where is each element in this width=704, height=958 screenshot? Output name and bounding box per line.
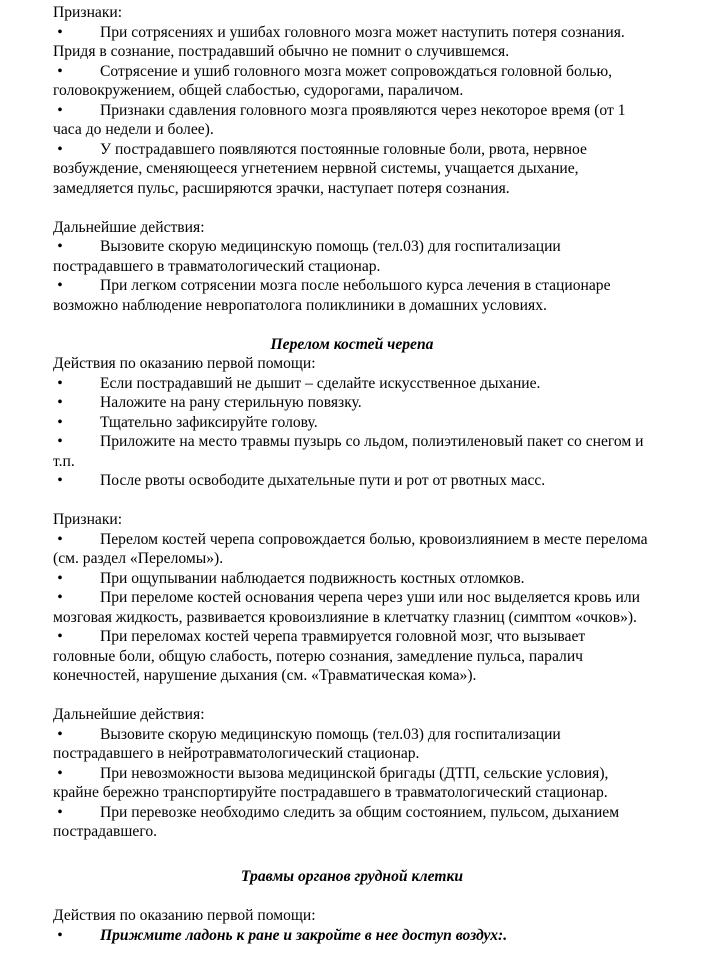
bullet-icon: • [57, 140, 63, 158]
blank-line [53, 686, 704, 706]
list-item-text: Приложите на место травмы пузырь со льдом, полиэтиленовый пакет со снегом и [100, 433, 644, 450]
bullet-icon: • [57, 589, 63, 606]
bullet-icon: • [57, 803, 63, 821]
list-item [53, 393, 704, 413]
list-item-text: возможно наблюдение невропатолога поликлиники в домашних условиях. [53, 296, 547, 314]
list-item [53, 588, 704, 627]
bullet-icon: • [57, 472, 63, 489]
bullet-icon: • [57, 394, 63, 411]
section-heading: Травмы органов грудной клетки [240, 868, 464, 885]
list-item-text: При переломе костей основания черепа через уши или нос выделяется кровь или [100, 589, 640, 606]
list-item-text: При невозможности вызова медицинской бригады (ДТП, сельские условия), [100, 764, 609, 782]
list-item-text: Сотрясение и ушиб головного мозга может сопровождаться головной болью, [100, 62, 612, 80]
list-item-text: Вызовите скорую медицинскую помощь (тел.03) для госпитализации [100, 725, 561, 743]
list-item-text: Если пострадавший не дышит – сделайте искусственное дыхание. [100, 374, 541, 392]
list-item-text: После рвоты освободите дыхательные пути и рот от рвотных масс. [100, 472, 546, 489]
list-item-text: пострадавшего в нейротравматологический стационар. [53, 745, 420, 762]
bullet-icon: • [57, 62, 63, 80]
bullet-icon: • [57, 101, 63, 119]
bullet-icon: • [57, 926, 63, 944]
section-label: Признаки: [53, 4, 123, 21]
list-item-text: При перевозке необходимо следить за общим состоянием, пульсом, дыханием [100, 803, 620, 821]
bullet-icon: • [57, 277, 63, 294]
section-label: Дальнейшие действия: [53, 218, 205, 236]
list-item [53, 926, 704, 946]
list-item-text: При легком сотрясении мозга после небольшого курса лечения в стационаре [100, 277, 611, 294]
list-item-text: Прижмите ладонь к ране и закройте в нее доступ воздух:. [100, 926, 508, 944]
list-item [53, 62, 704, 101]
list-item-text: При ощупывании наблюдается подвижность костных отломков. [100, 569, 525, 587]
section-heading: Перелом костей черепа [270, 335, 434, 353]
list-item-text: головокружением, общей слабостью, судорогами, параличом. [53, 82, 464, 99]
list-item [53, 374, 704, 394]
bullet-icon: • [57, 238, 63, 255]
list-item [53, 23, 704, 62]
list-item-text: Признаки сдавления головного мозга проявляются через некоторое время (от 1 [100, 101, 626, 119]
bullet-icon: • [57, 413, 63, 431]
bullet-icon: • [57, 569, 63, 587]
list-item [53, 140, 704, 199]
list-item-text: головные боли, общую слабость, потерю сознания, замедление пульса, паралич [53, 647, 584, 665]
section-label: Дальнейшие действия: [53, 706, 205, 723]
list-item-text: Тщательно зафиксируйте голову. [100, 413, 318, 431]
list-item [53, 101, 704, 140]
bullet-icon: • [57, 530, 63, 548]
blank-line [53, 491, 704, 511]
blank-line [53, 887, 704, 907]
list-item [53, 276, 704, 315]
blank-line [53, 315, 704, 335]
bullet-icon: • [57, 764, 63, 782]
list-item [53, 725, 704, 764]
list-item-text: пострадавшего в травматологический стационар. [53, 257, 381, 275]
section-label: Действия по оказанию первой помощи: [53, 355, 316, 372]
blank-line [53, 198, 704, 218]
list-item [53, 237, 704, 276]
list-item-text: конечностей, нарушение дыхания (см. «Травматическая кома»). [53, 667, 477, 684]
list-item-text: крайне бережно транспортируйте пострадавшего в травматологический стационар. [53, 784, 608, 801]
list-item [53, 530, 704, 569]
list-item-text: Наложите на рану стерильную повязку. [100, 394, 362, 411]
list-item-text: мозговая жидкость, развивается кровоизлияние в клетчатку глазниц (симптом «очков»). [53, 608, 637, 626]
list-item-text: Придя в сознание, пострадавший обычно не помнит о случившемся. [53, 43, 510, 60]
list-item [53, 413, 704, 433]
bullet-icon: • [57, 628, 63, 645]
blank-line [53, 842, 704, 862]
list-item-text: часа до недели и более). [53, 121, 214, 138]
list-item-text: (см. раздел «Переломы»). [53, 550, 224, 567]
list-item-text: Перелом костей черепа сопровождается болью, кровоизлиянием в месте перелома [100, 530, 648, 548]
list-item-text: т.п. [53, 452, 75, 470]
list-item [53, 764, 704, 803]
list-item [53, 803, 704, 842]
section-label: Признаки: [53, 511, 123, 528]
list-item-text: замедляется пульс, расширяются зрачки, наступает потеря сознания. [53, 179, 510, 197]
list-item-text: При сотрясениях и ушибах головного мозга может наступить потеря сознания. [100, 23, 625, 41]
bullet-icon: • [57, 23, 63, 41]
list-item-text: возбуждение, сменяющееся угнетением нервной системы, учащается дыхание, [53, 160, 579, 177]
list-item [53, 627, 704, 686]
bullet-icon: • [57, 374, 63, 392]
list-item [53, 471, 704, 491]
section-label: Действия по оказанию первой помощи: [53, 907, 316, 924]
list-item [53, 569, 704, 589]
list-item-text: У пострадавшего появляются постоянные головные боли, рвота, нервное [100, 140, 587, 158]
list-item-text: При переломах костей черепа травмируется головной мозг, что вызывает [100, 628, 586, 645]
list-item-text: пострадавшего. [53, 823, 158, 840]
list-item [53, 432, 704, 471]
bullet-icon: • [57, 725, 63, 743]
list-item-text: Вызовите скорую медицинскую помощь (тел.03) для госпитализации [100, 238, 561, 255]
bullet-icon: • [57, 433, 63, 450]
